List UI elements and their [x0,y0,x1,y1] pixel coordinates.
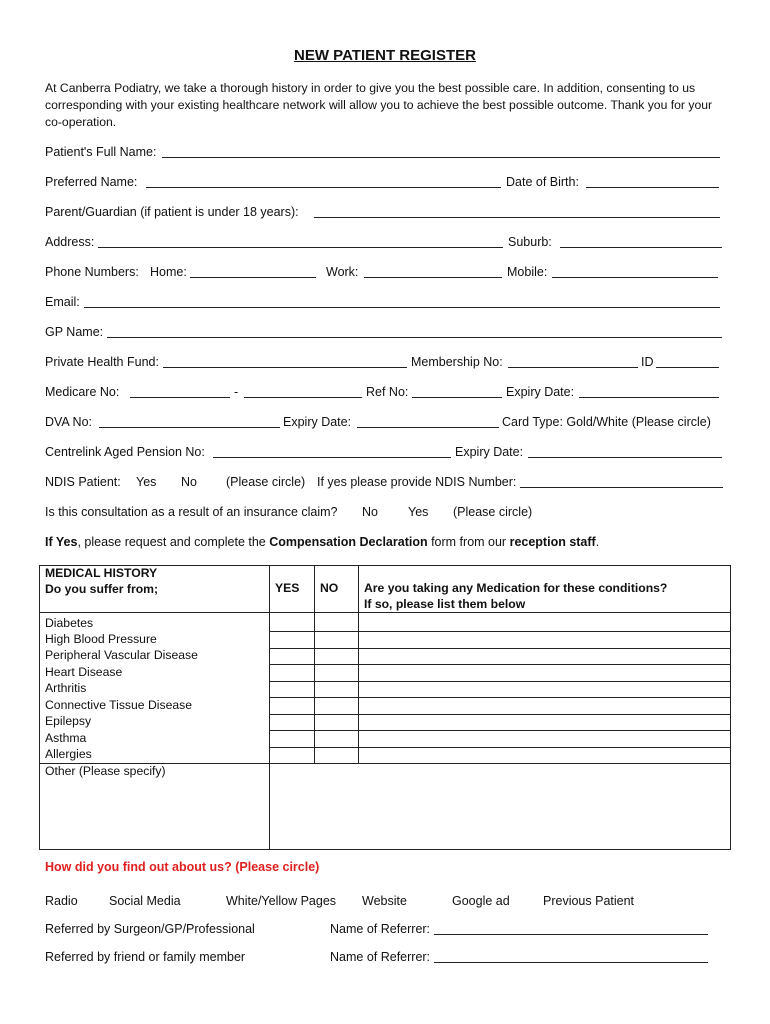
ndis-number-field[interactable] [520,476,723,488]
condition-no-cell[interactable] [315,613,359,632]
condition-name: Diabetes [40,613,270,632]
membership-label: Membership No: [411,355,503,369]
intro-text: At Canberra Podiatry, we take a thorough history in order to give you the best possible care. In addition, consenting to us corresponding with your existing healthcare network will allow you to achieve the best possible outcome. Thank you for your co-operation. [45,81,713,129]
condition-row [40,714,731,731]
insurance-no-option[interactable]: No [362,505,378,519]
condition-no-cell[interactable] [315,632,359,649]
medical-history-header-cell [40,566,270,613]
ndis-circle-note: (Please circle) [226,475,306,489]
referral-option-google-ad[interactable]: Google ad [452,894,510,908]
preferred-name-label: Preferred Name: [45,175,138,189]
medical-history-heading: MEDICAL HISTORY [45,566,158,580]
condition-yes-cell[interactable] [270,698,315,715]
preferred-name-field[interactable] [146,176,501,188]
condition-row [40,731,731,748]
condition-name: Connective Tissue Disease [40,698,270,715]
condition-row [40,665,731,682]
guardian-field[interactable] [314,206,720,218]
suburb-field[interactable] [560,236,722,248]
centrelink-field[interactable] [213,446,451,458]
condition-name: Peripheral Vascular Disease [40,648,270,665]
ndis-label: NDIS Patient: [45,475,121,489]
condition-medication-cell[interactable] [359,731,731,748]
home-label: Home: [150,265,187,279]
condition-medication-cell[interactable] [359,648,731,665]
condition-yes-cell[interactable] [270,747,315,764]
condition-row [40,698,731,715]
home-phone-field[interactable] [190,266,316,278]
health-fund-label: Private Health Fund: [45,355,159,369]
condition-row [40,747,731,764]
id-field[interactable] [656,356,719,368]
email-field[interactable] [84,296,720,308]
dva-field[interactable] [99,416,280,428]
ref-field[interactable] [412,386,502,398]
work-label: Work: [326,265,359,279]
condition-yes-cell[interactable] [270,665,315,682]
condition-name: Epilepsy [40,714,270,731]
condition-medication-cell[interactable] [359,613,731,632]
full-name-label: Patient's Full Name: [45,145,157,159]
condition-no-cell[interactable] [315,698,359,715]
note-text-2: form from our [427,535,510,549]
other-cell [40,764,270,850]
card-type-label: Card Type: Gold/White (Please circle) [502,415,711,429]
medicare-expiry-field[interactable] [579,386,719,398]
compensation-declaration-text: Compensation Declaration [269,535,428,549]
no-column-header: NO [315,566,359,613]
if-yes-text: If Yes [45,535,78,549]
condition-name: Allergies [40,747,270,764]
condition-no-cell[interactable] [315,714,359,731]
medication-question: Are you taking any Medication for these conditions? [364,581,668,595]
centrelink-label: Centrelink Aged Pension No: [45,445,205,459]
full-name-field[interactable] [162,146,720,158]
condition-name: Heart Disease [40,665,270,682]
insurance-yes-option[interactable]: Yes [408,505,429,519]
ndis-no-option[interactable]: No [181,475,197,489]
condition-medication-cell[interactable] [359,632,731,649]
condition-yes-cell[interactable] [270,731,315,748]
mobile-label: Mobile: [507,265,548,279]
insurance-circle-note: (Please circle) [453,505,533,519]
referral-option-surgeon[interactable]: Referred by Surgeon/GP/Professional [45,922,255,936]
page-title: NEW PATIENT REGISTER [294,47,476,64]
referral-option-website[interactable]: Website [362,894,407,908]
centrelink-expiry-label: Expiry Date: [455,445,524,459]
insurance-question: Is this consultation as a result of an insurance claim? [45,505,338,519]
medication-question-2: If so, please list them below [364,596,526,611]
address-label: Address: [45,235,95,249]
friend-referrer-field[interactable] [434,951,708,963]
surgeon-referrer-label: Name of Referrer: [330,922,431,936]
condition-medication-cell[interactable] [359,665,731,682]
condition-no-cell[interactable] [315,648,359,665]
dva-expiry-label: Expiry Date: [283,415,352,429]
phone-label: Phone Numbers: [45,265,139,279]
referral-option-social-media[interactable]: Social Media [109,894,181,908]
condition-row [40,632,731,649]
email-label: Email: [45,295,80,309]
condition-yes-cell[interactable] [270,648,315,665]
condition-no-cell[interactable] [315,747,359,764]
condition-row [40,648,731,665]
address-field[interactable] [98,236,503,248]
compensation-note [45,535,599,549]
condition-yes-cell[interactable] [270,613,315,632]
ndis-number-label: If yes please provide NDIS Number: [317,475,517,489]
medicare-dash: - [234,385,239,399]
medicare-label: Medicare No: [45,385,120,399]
gp-field[interactable] [107,326,722,338]
suburb-label: Suburb: [508,235,552,249]
id-label: ID [641,355,654,369]
condition-yes-cell[interactable] [270,632,315,649]
condition-no-cell[interactable] [315,681,359,698]
medicare-field[interactable] [130,386,230,398]
medicare-expiry-label: Expiry Date: [506,385,575,399]
dva-expiry-field[interactable] [357,416,499,428]
condition-yes-cell[interactable] [270,714,315,731]
referral-option-previous-patient[interactable]: Previous Patient [543,894,635,908]
work-phone-field[interactable] [364,266,502,278]
medical-history-table [39,565,731,850]
condition-name: High Blood Pressure [40,632,270,649]
guardian-label: Parent/Guardian (if patient is under 18 years): [45,205,299,219]
condition-medication-cell[interactable] [359,681,731,698]
referral-heading: How did you find out about us? (Please circle) [45,860,320,874]
note-text-1: , please request and complete the [77,535,270,549]
health-fund-field[interactable] [163,356,407,368]
ndis-yes-option[interactable]: Yes [136,475,157,489]
other-label: Other (Please specify) [45,764,166,778]
yes-column-header: YES [270,566,315,613]
condition-name: Asthma [40,731,270,748]
referral-option-friend[interactable]: Referred by friend or family member [45,950,246,964]
condition-medication-cell[interactable] [359,714,731,731]
note-period: . [595,535,600,549]
condition-name: Arthritis [40,681,270,698]
ref-label: Ref No: [366,385,409,399]
dva-label: DVA No: [45,415,93,429]
gp-label: GP Name: [45,325,104,339]
membership-field[interactable] [508,356,638,368]
medicare-field-2[interactable] [244,386,362,398]
reception-staff-text: reception staff [509,535,596,549]
surgeon-referrer-field[interactable] [434,923,708,935]
condition-medication-cell[interactable] [359,698,731,715]
referral-option-radio[interactable]: Radio [45,894,78,908]
mobile-phone-field[interactable] [552,266,718,278]
condition-row [40,681,731,698]
referral-option-pages[interactable]: White/Yellow Pages [226,894,337,908]
condition-no-cell[interactable] [315,665,359,682]
condition-medication-cell[interactable] [359,747,731,764]
medical-history-subheading: Do you suffer from; [45,581,159,596]
other-specify-field[interactable] [270,764,731,850]
medication-column-header [359,566,731,613]
centrelink-expiry-field[interactable] [528,446,722,458]
condition-yes-cell[interactable] [270,681,315,698]
friend-referrer-label: Name of Referrer: [330,950,431,964]
condition-row [40,613,731,632]
condition-no-cell[interactable] [315,731,359,748]
dob-field[interactable] [586,176,719,188]
dob-label: Date of Birth: [506,175,579,189]
